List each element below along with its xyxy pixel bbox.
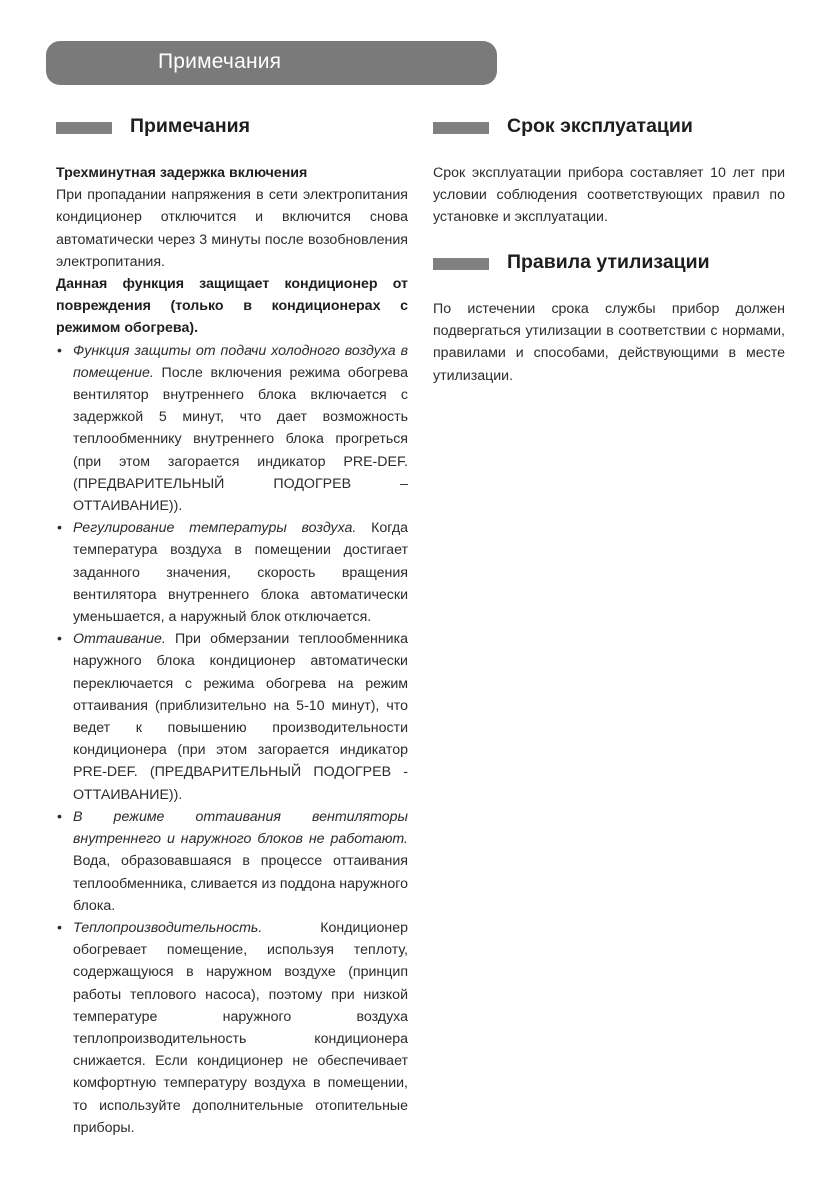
disposal-heading: Правила утилизации [507,251,710,273]
item-title: Регулирование температуры воздуха. [73,520,357,537]
service-life-text: Срок эксплуатации прибора составляет 10 лет при условии соблюдения соответствующих правил по установке и эксплуатации. [433,165,785,226]
notes-heading: Примечания [130,115,251,137]
list-item [56,340,408,518]
section-marker-bar [433,258,489,270]
service-life-heading: Срок эксплуатации [507,115,693,137]
page-header-title: Примечания [158,50,282,73]
delay-text: При пропадании напряжения в сети электропитания кондиционер отключится и включится снова автоматически через 3 минуты после возобновления электропитания. [56,187,408,270]
item-text: После включения режима обогрева вентилятор внутреннего блока включается с задержкой 5 минут, что дает возможность теплообменнику внутреннего блока прогреться (при этом загорается индикатор PRE-DEF. (ПРЕДВАРИТЕЛЬНЫЙ ПОДОГРЕВ – ОТТАИВАНИЕ)). [73,364,408,515]
notes-column [56,162,408,1139]
item-title: Теплопроизводительность. [73,919,263,936]
list-item [56,517,408,628]
list-item [56,628,408,806]
disposal-block [433,298,785,387]
item-title: Функция защиты от подачи холодного воздуха в помещение. [73,342,408,381]
service-life-block [433,162,785,229]
item-text: Кондиционер обогревает помещение, используя теплоту, содержащуюся в наружном воздухе (принцип работы теплового насоса), поэтому при низкой температуре наружного воздуха теплопроизводительность кондиционера снижается. Если кондиционер не обеспечивает комфортную температуру воздуха в помещении, то используйте дополнительные отопительные приборы. [73,919,408,1136]
item-text: Когда температура воздуха в помещении достигает заданного значения, скорость вращения вентилятора внутреннего блока автоматически уменьшается, а наружный блок отключается. [73,520,408,626]
section-marker-bar [433,122,489,134]
disposal-text: По истечении срока службы прибор должен подвергаться утилизации в соответствии с нормами, правилами и способами, действующими в месте утилизации. [433,301,785,384]
item-title: Оттаивание. [73,631,166,648]
item-title: В режиме оттаивания вентиляторы внутреннего и наружного блоков не работают. [73,808,408,848]
page-header-tab [46,41,497,85]
item-text: При обмерзании теплообменника наружного блока кондиционер автоматически переключается с режима обогрева на режим оттаивания (приблизительно на 5-10 минут), что ведет к повышению производительности кондиционера (при этом загорается индикатор PRE-DEF. (ПРЕДВАРИТЕЛЬНЫЙ ПОДОГРЕВ - ОТТАИВАНИЕ)). [73,631,408,803]
delay-title: Трехминутная задержка включения [56,165,308,181]
list-item [56,806,408,917]
protection-title: Данная функция защищает кондиционер от повреждения (только в кондиционерах с режимом обогрева). [56,276,408,337]
list-item [56,917,408,1139]
item-text: Вода, образовавшаяся в процессе оттаивания теплообменника, сливается из поддона наружного блока. [73,853,408,914]
section-marker-bar [56,122,112,134]
feature-list [56,340,408,1139]
